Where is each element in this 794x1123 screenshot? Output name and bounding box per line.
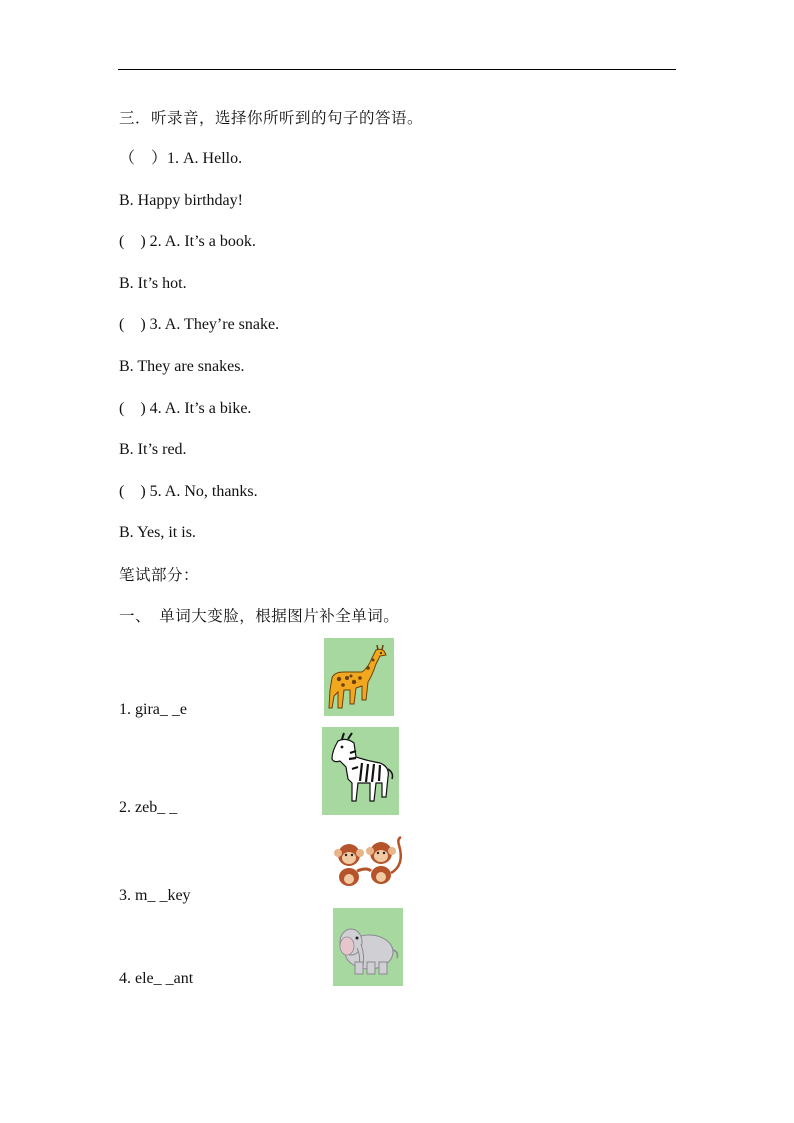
word-item-1: 1. gira_ _e — [119, 701, 187, 718]
question-1-option-b: B. Happy birthday! — [119, 192, 243, 209]
zebra-icon — [322, 727, 399, 815]
question-3-option-b: B. They are snakes. — [119, 358, 245, 375]
question-4-line: ( ) 4. A. It’s a bike. — [119, 400, 252, 417]
word-item-3: 3. m_ _key — [119, 887, 191, 904]
question-4-option-b: B. It’s red. — [119, 441, 187, 458]
part1-heading: 一、 单词大变脸，根据图片补全单词。 — [119, 607, 400, 625]
written-heading: 笔试部分： — [119, 566, 200, 584]
question-2-option-b: B. It’s hot. — [119, 275, 187, 292]
elephant-icon — [333, 908, 403, 986]
question-3-line: ( ) 3. A. They’re snake. — [119, 316, 280, 333]
question-1-line: （ ）1. A. Hello. — [119, 150, 243, 167]
question-2-line: ( ) 2. A. It’s a book. — [119, 233, 256, 250]
header-rule — [118, 69, 676, 70]
section3-heading: 三．听录音，选择你所听到的句子的答语。 — [119, 109, 424, 127]
word-item-2: 2. zeb_ _ — [119, 799, 178, 816]
question-5-option-b: B. Yes, it is. — [119, 524, 196, 541]
giraffe-icon — [324, 638, 394, 716]
question-5-line: ( ) 5. A. No, thanks. — [119, 483, 258, 500]
monkeys-icon — [327, 825, 407, 889]
word-item-4: 4. ele_ _ant — [119, 970, 194, 987]
